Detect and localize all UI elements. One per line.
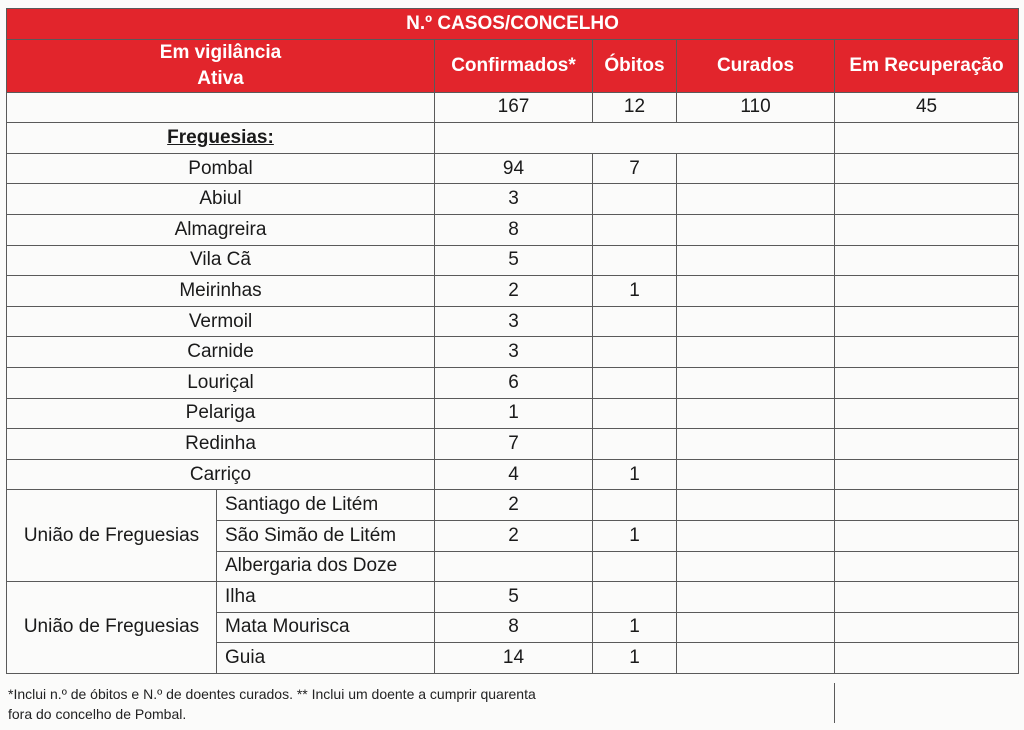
union-member-name: São Simão de Litém <box>217 520 435 551</box>
union-member-recuperacao <box>835 612 1019 643</box>
freguesia-curados <box>677 153 835 184</box>
union-member-obitos: 1 <box>593 643 677 674</box>
header-obitos: Óbitos <box>593 39 677 92</box>
freguesia-name: Carriço <box>7 459 435 490</box>
union-member-obitos <box>593 551 677 582</box>
freguesia-recuperacao <box>835 398 1019 429</box>
header-vigilancia-line1: Em vigilância <box>159 41 282 63</box>
freguesia-curados <box>677 429 835 460</box>
footnote-line2: fora do concelho de Pombal. <box>8 706 187 722</box>
union-member-name: Mata Mourisca <box>217 612 435 643</box>
union-row <box>7 582 1019 613</box>
total-obitos: 12 <box>593 92 677 123</box>
freguesia-curados <box>677 459 835 490</box>
union-member-name: Ilha <box>217 582 435 613</box>
header-row <box>7 39 1019 92</box>
freguesia-obitos <box>593 214 677 245</box>
freguesia-curados <box>677 245 835 276</box>
table-row <box>7 429 1019 460</box>
freguesia-curados <box>677 276 835 307</box>
union-member-recuperacao <box>835 520 1019 551</box>
freguesia-confirmados: 1 <box>435 398 593 429</box>
freguesia-recuperacao <box>835 245 1019 276</box>
freguesias-label-rec <box>835 123 1019 154</box>
header-confirmados: Confirmados* <box>435 39 593 92</box>
union-member-recuperacao <box>835 490 1019 521</box>
union-member-curados <box>677 490 835 521</box>
total-confirmados: 167 <box>435 92 593 123</box>
union-member-confirmados: 8 <box>435 612 593 643</box>
freguesia-name: Vermoil <box>7 306 435 337</box>
freguesia-confirmados: 94 <box>435 153 593 184</box>
freguesia-confirmados: 7 <box>435 429 593 460</box>
freguesias-label-span <box>435 123 835 154</box>
table-row <box>7 306 1019 337</box>
freguesia-obitos <box>593 306 677 337</box>
freguesia-confirmados: 3 <box>435 306 593 337</box>
totals-blank <box>7 92 435 123</box>
cases-sheet <box>6 8 1018 674</box>
union-member-curados <box>677 551 835 582</box>
header-curados: Curados <box>677 39 835 92</box>
freguesia-name: Redinha <box>7 429 435 460</box>
freguesia-recuperacao <box>835 184 1019 215</box>
freguesia-obitos <box>593 184 677 215</box>
freguesia-obitos <box>593 429 677 460</box>
freguesia-name: Meirinhas <box>7 276 435 307</box>
freguesia-curados <box>677 398 835 429</box>
union-label: União de Freguesias <box>7 582 217 674</box>
column-tail-line <box>834 683 835 723</box>
table-row <box>7 184 1019 215</box>
table-row <box>7 276 1019 307</box>
freguesia-obitos <box>593 367 677 398</box>
freguesia-obitos <box>593 337 677 368</box>
footnote-line1: *Inclui n.º de óbitos e N.º de doentes curados. ** Inclui um doente a cumprir quarenta <box>8 686 536 702</box>
header-vigilancia-line2: Ativa <box>197 67 244 89</box>
table-row <box>7 459 1019 490</box>
union-member-confirmados: 5 <box>435 582 593 613</box>
union-member-confirmados: 14 <box>435 643 593 674</box>
freguesia-confirmados: 6 <box>435 367 593 398</box>
freguesias-label <box>7 123 435 154</box>
freguesia-recuperacao <box>835 429 1019 460</box>
total-recuperacao: 45 <box>835 92 1019 123</box>
union-row <box>7 490 1019 521</box>
freguesia-name: Almagreira <box>7 214 435 245</box>
freguesia-confirmados: 4 <box>435 459 593 490</box>
union-member-obitos <box>593 490 677 521</box>
title-row <box>7 9 1019 40</box>
union-member-name: Santiago de Litém <box>217 490 435 521</box>
cases-table <box>6 8 1019 674</box>
freguesia-curados <box>677 214 835 245</box>
union-member-curados <box>677 520 835 551</box>
union-member-recuperacao <box>835 643 1019 674</box>
freguesia-name: Louriçal <box>7 367 435 398</box>
freguesia-obitos: 7 <box>593 153 677 184</box>
union-member-name: Guia <box>217 643 435 674</box>
freguesias-label-text: Freguesias: <box>167 126 274 148</box>
union-member-obitos <box>593 582 677 613</box>
union-member-obitos: 1 <box>593 520 677 551</box>
freguesia-name: Vila Cã <box>7 245 435 276</box>
freguesia-curados <box>677 184 835 215</box>
freguesia-recuperacao <box>835 306 1019 337</box>
table-title: N.º CASOS/CONCELHO <box>7 9 1019 40</box>
table-row <box>7 367 1019 398</box>
freguesia-curados <box>677 337 835 368</box>
union-member-curados <box>677 612 835 643</box>
table-row <box>7 153 1019 184</box>
union-member-name: Albergaria dos Doze <box>217 551 435 582</box>
union-member-curados <box>677 582 835 613</box>
freguesia-name: Carnide <box>7 337 435 368</box>
freguesia-name: Pombal <box>7 153 435 184</box>
table-row <box>7 245 1019 276</box>
union-member-recuperacao <box>835 551 1019 582</box>
freguesia-obitos: 1 <box>593 276 677 307</box>
freguesia-recuperacao <box>835 214 1019 245</box>
total-curados: 110 <box>677 92 835 123</box>
union-member-confirmados <box>435 551 593 582</box>
freguesia-confirmados: 5 <box>435 245 593 276</box>
freguesia-recuperacao <box>835 153 1019 184</box>
totals-row <box>7 92 1019 123</box>
table-row <box>7 214 1019 245</box>
freguesia-obitos <box>593 398 677 429</box>
freguesia-obitos: 1 <box>593 459 677 490</box>
freguesia-recuperacao <box>835 459 1019 490</box>
table-row <box>7 398 1019 429</box>
freguesia-recuperacao <box>835 337 1019 368</box>
freguesia-confirmados: 3 <box>435 337 593 368</box>
freguesias-label-row <box>7 123 1019 154</box>
footnote <box>8 684 688 724</box>
freguesia-obitos <box>593 245 677 276</box>
freguesia-recuperacao <box>835 367 1019 398</box>
union-label: União de Freguesias <box>7 490 217 582</box>
freguesia-name: Pelariga <box>7 398 435 429</box>
header-vigilancia <box>7 39 435 92</box>
union-member-obitos: 1 <box>593 612 677 643</box>
freguesia-curados <box>677 367 835 398</box>
freguesia-confirmados: 8 <box>435 214 593 245</box>
freguesia-name: Abiul <box>7 184 435 215</box>
union-member-confirmados: 2 <box>435 520 593 551</box>
freguesia-confirmados: 2 <box>435 276 593 307</box>
union-member-confirmados: 2 <box>435 490 593 521</box>
header-recuperacao: Em Recuperação <box>835 39 1019 92</box>
union-member-curados <box>677 643 835 674</box>
union-member-recuperacao <box>835 582 1019 613</box>
freguesia-confirmados: 3 <box>435 184 593 215</box>
freguesia-curados <box>677 306 835 337</box>
table-row <box>7 337 1019 368</box>
freguesia-recuperacao <box>835 276 1019 307</box>
